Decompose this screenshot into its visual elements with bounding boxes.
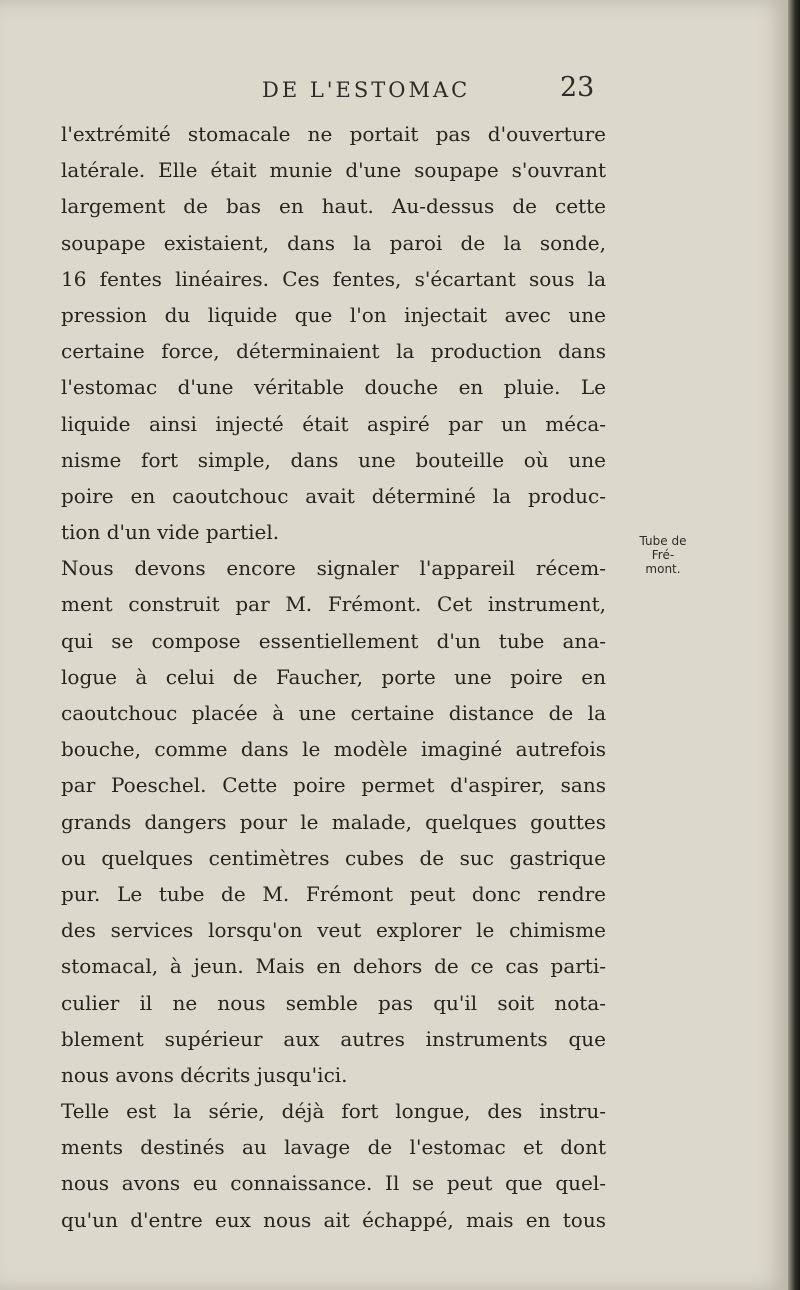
text-line: des services lorsqu'on veut explorer le chimisme (61, 918, 606, 943)
text-line: certaine force, déterminaient la production dans (61, 339, 606, 364)
text-line: nisme fort simple, dans une bouteille où une (61, 447, 606, 472)
text-line: l'estomac d'une véritable douche en pluie. Le (61, 375, 606, 400)
body-text (61, 116, 606, 1238)
text-line: soupape existaient, dans la paroi de la sonde, (61, 230, 606, 255)
text-line: tion d'un vide partiel. (61, 520, 280, 545)
text-line: 16 fentes linéaires. Ces fentes, s'écartant sous la (61, 266, 606, 291)
text-line: stomacal, à jeun. Mais en dehors de ce cas parti- (61, 954, 606, 979)
text-line: blement supérieur aux autres instruments que (61, 1026, 606, 1051)
text-line: pur. Le tube de M. Frémont peut donc rendre (61, 881, 606, 906)
marginal-note-line: Tube de Fré- (639, 534, 687, 562)
running-title: DE L'ESTOMAC (262, 78, 471, 102)
page-edge (788, 0, 800, 1290)
text-line: grands dangers pour le malade, quelques gouttes (61, 809, 606, 834)
text-line: caoutchouc placée à une certaine distance de la (61, 701, 606, 725)
text-line: poire en caoutchouc avait déterminé la produc- (61, 483, 606, 508)
text-line: ments destinés au lavage de l'estomac et dont (61, 1135, 606, 1160)
text-line: ment construit par M. Frémont. Cet instrument, (61, 592, 606, 617)
text-line: largement de bas en haut. Au-dessus de cette (61, 194, 606, 219)
text-line: nous avons décrits jusqu'ici. (61, 1062, 348, 1087)
text-line: bouche, comme dans le modèle imaginé autrefois (61, 737, 606, 762)
marginal-note-line: mont. (645, 562, 681, 576)
text-line: pression du liquide que l'on injectait avec une (61, 302, 606, 327)
text-line: qui se compose essentiellement d'un tube ana- (61, 628, 606, 653)
text-line: l'extrémité stomacale ne portait pas d'ouverture (61, 122, 606, 146)
text-line: latérale. Elle était munie d'une soupape s'ouvrant (61, 158, 606, 183)
text-line: liquide ainsi injecté était aspiré par un méca- (61, 411, 606, 436)
text-line: logue à celui de Faucher, porte une poire en (61, 664, 606, 689)
text-line: culier il ne nous semble pas qu'il soit nota- (61, 990, 606, 1015)
text-line: qu'un d'entre eux nous ait échappé, mais en tous (61, 1207, 606, 1232)
text-line: par Poeschel. Cette poire permet d'aspirer, sans (61, 773, 606, 798)
text-line: ou quelques centimètres cubes de suc gastrique (61, 845, 606, 870)
text-line: Nous devons encore signaler l'appareil récem- (61, 556, 606, 581)
running-head (0, 72, 788, 112)
page-number: 23 (560, 72, 595, 103)
text-line: Telle est la série, déjà fort longue, des instru- (61, 1099, 606, 1124)
marginal-note (628, 534, 698, 576)
text-line: nous avons eu connaissance. Il se peut que quel- (61, 1171, 606, 1196)
